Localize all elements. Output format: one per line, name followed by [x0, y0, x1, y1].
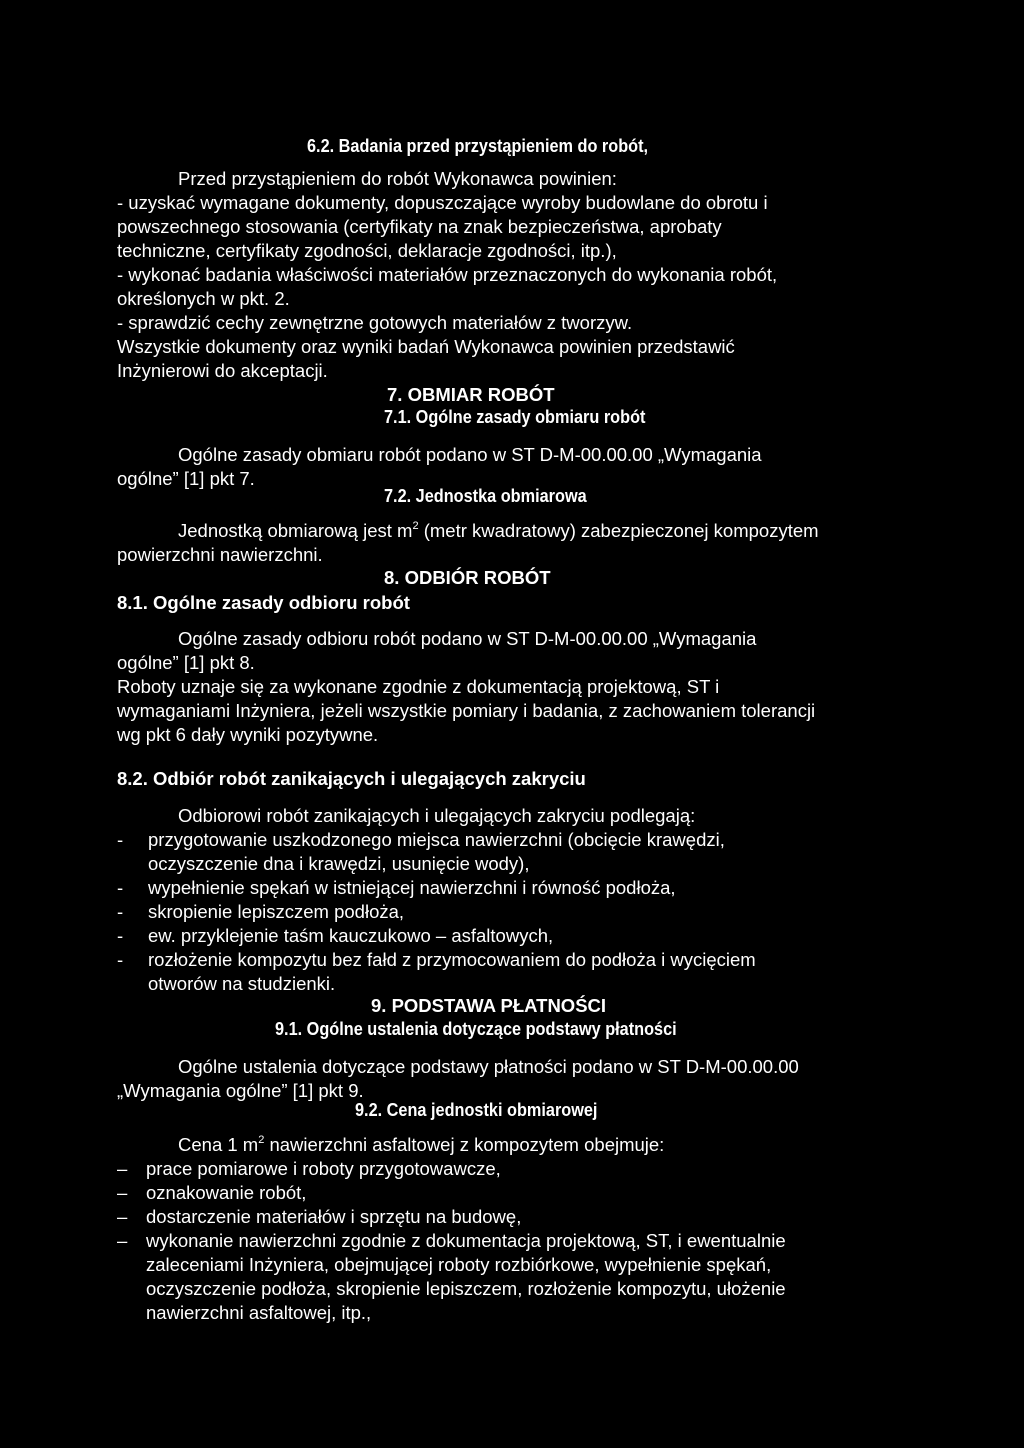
- section-8-heading: 8. ODBIÓR ROBÓT: [384, 567, 551, 588]
- s6-2-line: - uzyskać wymagane dokumenty, dopuszczające wyroby budowlane do obrotu i: [117, 192, 768, 213]
- section-9-heading: 9. PODSTAWA PŁATNOŚCI: [371, 995, 607, 1016]
- list-dash: -: [117, 877, 124, 898]
- s6-2-line: Wszystkie dokumenty oraz wyniki badań Wykonawca powinien przedstawić: [117, 336, 735, 357]
- list-item: oczyszczenie dna i krawędzi, usunięcie wody),: [148, 853, 530, 874]
- list-item: przygotowanie uszkodzonego miejsca nawierzchni (obcięcie krawędzi,: [148, 829, 725, 850]
- s9-1-line: Ogólne ustalenia dotyczące podstawy płatności podano w ST D-M-00.00.00: [178, 1056, 799, 1077]
- s6-2-line: Inżynierowi do akceptacji.: [117, 360, 328, 381]
- list-item: otworów na studzienki.: [148, 973, 336, 994]
- superscript: 2: [412, 520, 419, 532]
- s7-2-line: powierzchni nawierzchni.: [117, 544, 323, 565]
- s9-1-line: „Wymagania ogólne” [1] pkt 9.: [117, 1080, 364, 1101]
- list-dash: –: [117, 1230, 128, 1251]
- list-item: skropienie lepiszczem podłoża,: [148, 901, 405, 922]
- s9-2-intro: [178, 1136, 664, 1155]
- s7-2-text: Jednostką obmiarową jest m: [178, 520, 413, 541]
- section-8-1-heading: 8.1. Ogólne zasady odbioru robót: [117, 592, 410, 613]
- s7-2-line: [178, 522, 819, 541]
- section-6-2-heading: 6.2. Badania przed przystąpieniem do robót,: [307, 135, 649, 156]
- section-9-1-heading: 9.1. Ogólne ustalenia dotyczące podstawy płatności: [275, 1018, 677, 1039]
- list-item: nawierzchni asfaltowej, itp.,: [146, 1302, 372, 1323]
- list-item: prace pomiarowe i roboty przygotowawcze,: [146, 1158, 501, 1179]
- list-dash: -: [117, 949, 124, 970]
- list-item: dostarczenie materiałów i sprzętu na budowę,: [146, 1206, 522, 1227]
- s8-2-intro: Odbiorowi robót zanikających i ulegających zakryciu podlegają:: [178, 805, 696, 826]
- section-7-heading: 7. OBMIAR ROBÓT: [387, 384, 555, 405]
- s7-1-line: Ogólne zasady obmiaru robót podano w ST D-M-00.00.00 „Wymagania: [178, 444, 762, 465]
- list-item: wypełnienie spękań w istniejącej nawierzchni i równość podłoża,: [148, 877, 676, 898]
- list-dash: –: [117, 1206, 128, 1227]
- s6-2-line: - wykonać badania właściwości materiałów przeznaczonych do wykonania robót,: [117, 264, 778, 285]
- s8-1-line: wg pkt 6 dały wyniki pozytywne.: [117, 724, 379, 745]
- list-dash: –: [117, 1158, 128, 1179]
- s9-2-text: nawierzchni asfaltowej z kompozytem obejmuje:: [264, 1134, 665, 1155]
- list-dash: –: [117, 1182, 128, 1203]
- s6-2-line: powszechnego stosowania (certyfikaty na znak bezpieczeństwa, aprobaty: [117, 216, 722, 237]
- section-7-1-heading: 7.1. Ogólne zasady obmiaru robót: [384, 406, 646, 427]
- list-item: rozłożenie kompozytu bez fałd z przymocowaniem do podłoża i wycięciem: [148, 949, 756, 970]
- list-dash: -: [117, 829, 124, 850]
- list-item: oczyszczenie podłoża, skropienie lepiszczem, rozłożenie kompozytu, ułożenie: [146, 1278, 786, 1299]
- s8-1-line: Ogólne zasady odbioru robót podano w ST D-M-00.00.00 „Wymagania: [178, 628, 757, 649]
- list-item: wykonanie nawierzchni zgodnie z dokumentacja projektową, ST, i ewentualnie: [146, 1230, 786, 1251]
- list-dash: -: [117, 901, 124, 922]
- s8-1-line: wymaganiami Inżyniera, jeżeli wszystkie pomiary i badania, z zachowaniem tolerancji: [117, 700, 816, 721]
- list-item: ew. przyklejenie taśm kauczukowo – asfaltowych,: [148, 925, 554, 946]
- s6-2-line: Przed przystąpieniem do robót Wykonawca powinien:: [178, 168, 617, 189]
- section-8-2-heading: 8.2. Odbiór robót zanikających i ulegających zakryciu: [117, 768, 586, 789]
- list-dash: -: [117, 925, 124, 946]
- s7-2-text: (metr kwadratowy) zabezpieczonej kompozytem: [418, 520, 819, 541]
- s7-1-line: ogólne” [1] pkt 7.: [117, 468, 255, 489]
- s8-1-line: Roboty uznaje się za wykonane zgodnie z dokumentacją projektową, ST i: [117, 676, 720, 697]
- section-7-2-heading: 7.2. Jednostka obmiarowa: [384, 485, 587, 506]
- s6-2-line: określonych w pkt. 2.: [117, 288, 290, 309]
- s8-1-line: ogólne” [1] pkt 8.: [117, 652, 255, 673]
- s6-2-line: - sprawdzić cechy zewnętrzne gotowych materiałów z tworzyw.: [117, 312, 633, 333]
- s6-2-line: techniczne, certyfikaty zgodności, deklaracje zgodności, itp.),: [117, 240, 617, 261]
- list-item: oznakowanie robót,: [146, 1182, 307, 1203]
- list-item: zaleceniami Inżyniera, obejmującej roboty rozbiórkowe, wypełnienie spękań,: [146, 1254, 772, 1275]
- superscript: 2: [258, 1134, 265, 1146]
- s9-2-text: Cena 1 m: [178, 1134, 259, 1155]
- section-9-2-heading: 9.2. Cena jednostki obmiarowej: [355, 1099, 598, 1120]
